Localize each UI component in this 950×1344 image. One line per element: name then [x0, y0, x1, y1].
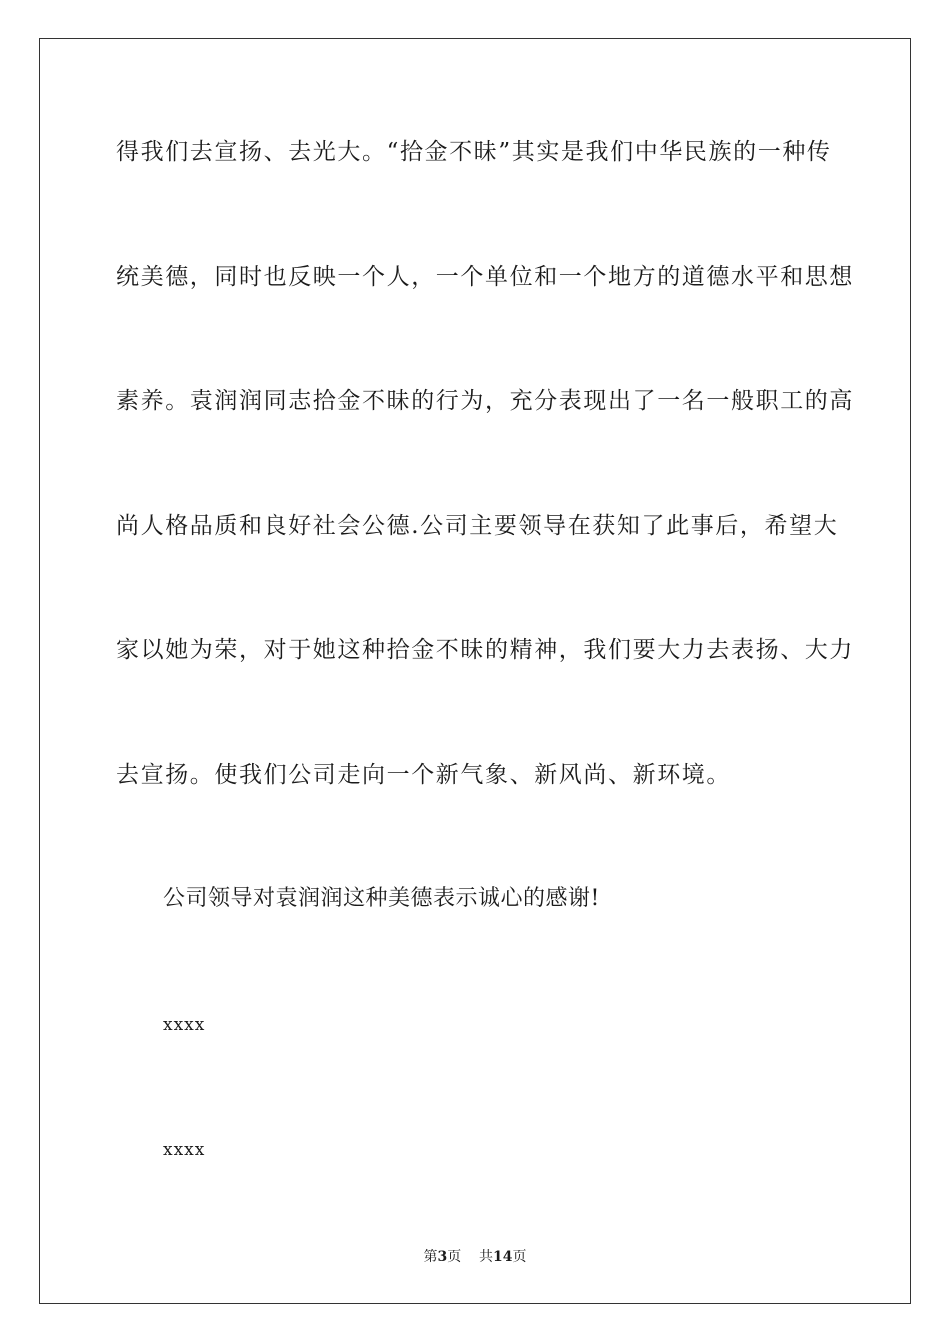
body-text-line-3: 素养。袁润润同志拾金不昧的行为，充分表现出了一名一般职工的高: [116, 388, 854, 414]
body-text-line-6: 去宣扬。使我们公司走向一个新气象、新风尚、新环境。: [116, 762, 731, 788]
page-number: 3: [437, 1249, 448, 1265]
total-suffix: 页: [512, 1249, 527, 1265]
signature-line-1: xxxx: [163, 1015, 206, 1035]
page-frame: [39, 38, 911, 1304]
page-suffix: 页: [447, 1249, 462, 1265]
page-prefix: 第: [423, 1249, 438, 1265]
body-text-line-2: 统美德，同时也反映一个人，一个单位和一个地方的道德水平和思想: [116, 264, 854, 290]
page-footer: [0, 1247, 950, 1267]
body-text-line-4: 尚人格品质和良好社会公德.公司主要领导在获知了此事后，希望大: [116, 513, 839, 539]
thanks-paragraph: 公司领导对袁润润这种美德表示诚心的感谢!: [163, 886, 600, 911]
total-pages: 14: [493, 1249, 513, 1265]
body-text-line-5: 家以她为荣，对于她这种拾金不昧的精神，我们要大力去表扬、大力: [116, 637, 854, 663]
signature-line-2: xxxx: [163, 1140, 206, 1160]
total-prefix: 共: [479, 1249, 494, 1265]
body-text-line-1: 得我们去宣扬、去光大。“拾金不昧”其实是我们中华民族的一种传: [116, 139, 832, 165]
